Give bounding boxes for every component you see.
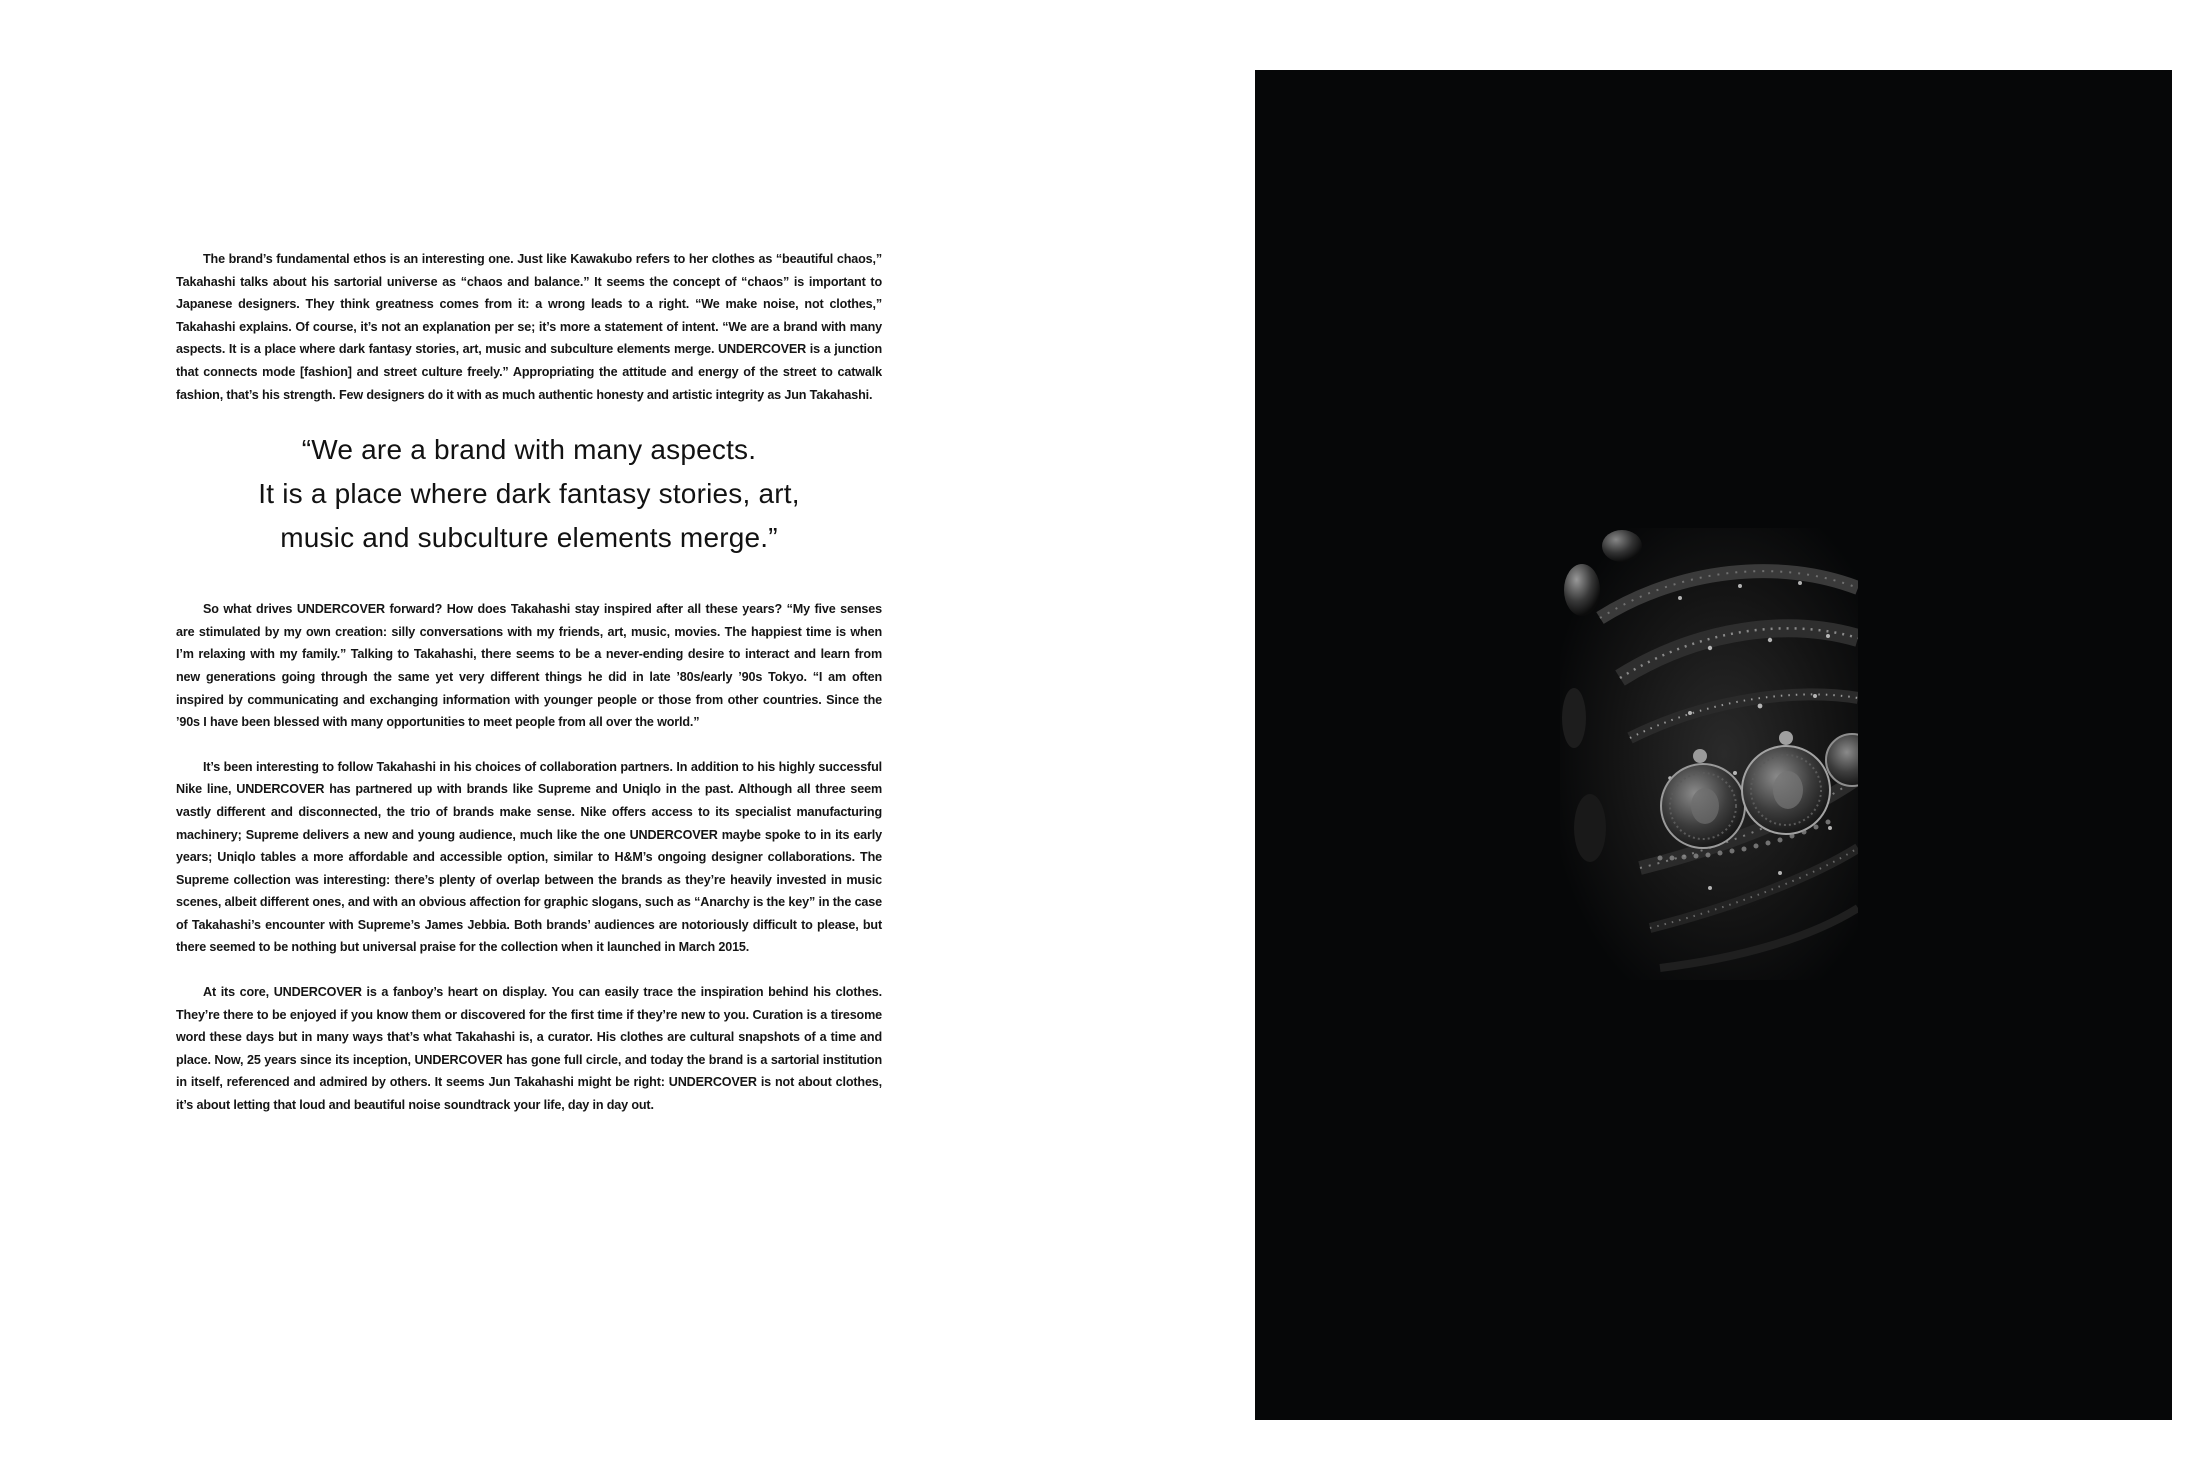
article-paragraph-4: At its core, UNDERCOVER is a fanboy’s heart on display. You can easily trace the inspiration behind his clothes. They’re there to be enjoyed if you know them or discovered for the first time if they’re new to you. Curation is a tiresome word these days but in many ways that’s what Takahashi is, a curator. His clothes are cultural snapshots of a time and place. Now, 25 years since its inception, UNDERCOVER has gone full circle, and today the brand is a sartorial institution in itself, referenced and admired by others. It seems Jun Takahashi might be right: UNDERCOVER is not about clothes, it’s about letting that loud and beautiful noise soundtrack your life, day in day out.	[176, 985, 882, 1113]
pull-quote	[176, 428, 882, 560]
article-paragraph-3: It’s been interesting to follow Takahashi in his choices of collaboration partners. In addition to his highly successful Nike line, UNDERCOVER has partnered up with brands like Supreme and Uniqlo in the past. Although all three seem vastly different and disconnected, the trio of brands make sense. Nike offers access to its specialist manufacturing machinery; Supreme delivers a new and young audience, much like the one UNDERCOVER maybe spoke to in its early years; Uniqlo tables a more affordable and accessible option, similar to H&M’s ongoing designer collaborations. The Supreme collection was interesting: there’s plenty of overlap between the brands as they’re heavily invested in music scenes, albeit different ones, and with an obvious affection for graphic slogans, such as “Anarchy is the key” in the case of Takahashi’s encounter with Supreme’s James Jebbia. Both brands’ audiences are notoriously difficult to please, but there seemed to be nothing but universal praise for the collection when it launched in March 2015.	[176, 759, 882, 955]
article-paragraph-1: The brand’s fundamental ethos is an interesting one. Just like Kawakubo refers to her clothes as “beautiful chaos,” Takahashi talks about his sartorial universe as “chaos and balance.” It seems the concept of “chaos” is important to Japanese designers. They think greatness comes from it: a wrong leads to a right. “We make noise, not clothes,” Takahashi explains. Of course, it’s not an explanation per se; it’s more a statement of intent. “We are a brand with many aspects. It is a place where dark fantasy stories, art, music and subculture elements merge. UNDERCOVER is a junction that connects mode [fashion] and street culture freely.” Appropriating the attitude and energy of the street to catwalk fashion, that’s his strength. Few designers do it with as much authentic honesty and artistic integrity as Jun Takahashi.	[176, 252, 882, 402]
pull-quote-line-3: music and subculture elements merge.”	[280, 522, 778, 554]
embellished-garment-photo	[1560, 528, 1858, 980]
article-text-column	[176, 248, 882, 1139]
pull-quote-line-1: “We are a brand with many aspects.	[301, 434, 757, 466]
article-paragraph-2: So what drives UNDERCOVER forward? How does Takahashi stay inspired after all these years? “My five senses are stimulated by my own creation: silly conversations with my friends, art, music, movies. The happiest time is when I’m relaxing with my family.” Talking to Takahashi, there seems to be a never-ending desire to interact and learn from new generations going through the same yet very different things he did in late ’80s/early ’90s Tokyo. “I am often inspired by communicating and exchanging information with younger people or those from other countries. Since the ’90s I have been blessed with many opportunities to meet people from all over the world.”	[176, 602, 882, 730]
garment-image-illustration	[1560, 528, 1858, 980]
pull-quote-line-2: It is a place where dark fantasy stories, art,	[258, 478, 800, 510]
